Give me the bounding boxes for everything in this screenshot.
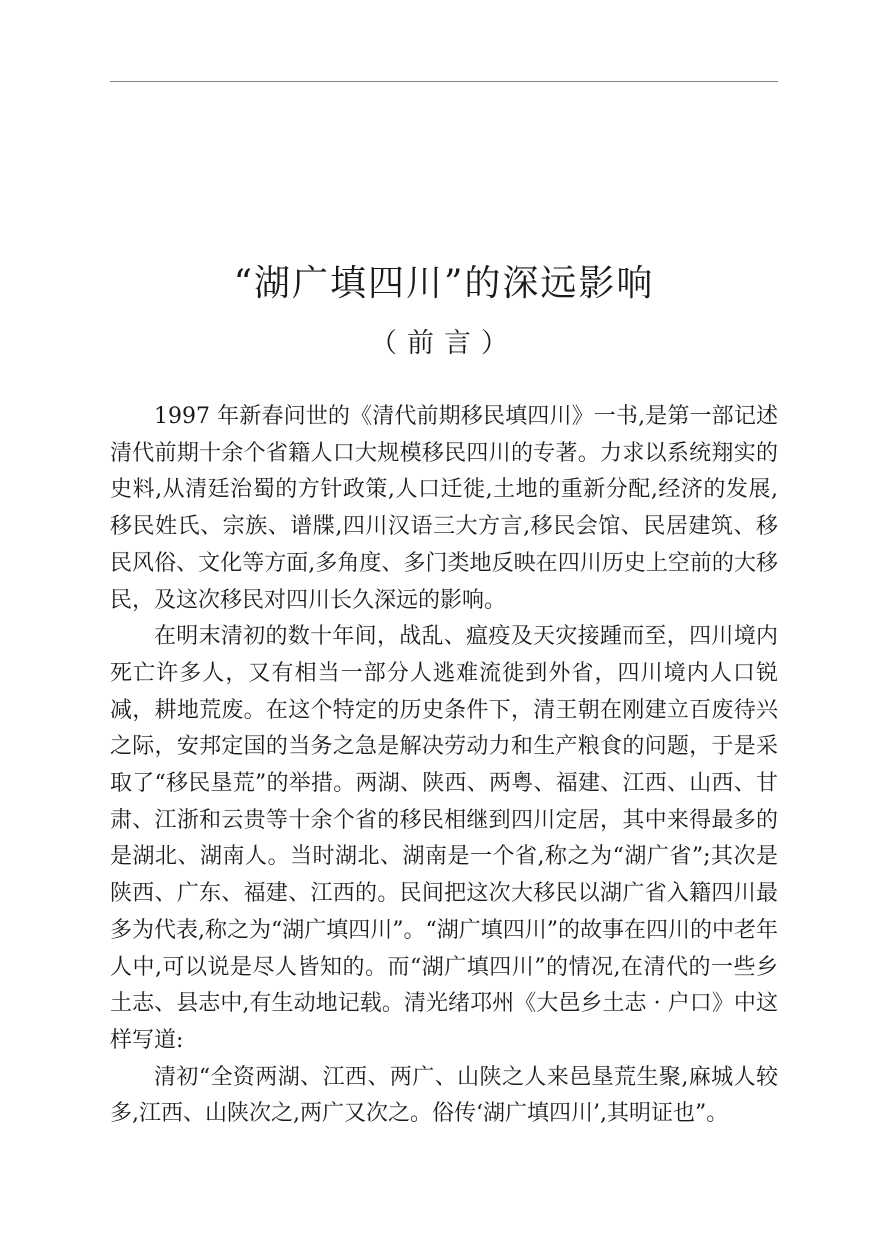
paragraph-2: 在明末清初的数十年间，战乱、瘟疫及天灾接踵而至，四川境内死亡许多人，又有相当一部分人逃难流徙到外省，四川境内人口锐减，耕地荒废。在这个特定的历史条件下，清王朝在刚建立百废待兴之际，安邦定国的当务之急是解决劳动力和生产粮食的问题，于是采取了“移民垦荒”的举措。两湖、陕西、两粤、福建、江西、山西、甘肃、江浙和云贵等十余个省的移民相继到四川定居，其中来得最多的是湖北、湖南人。当时湖北、湖南是一个省,称之为“湖广省”;其次是陕西、广东、福建、江西的。民间把这次大移民以湖广省入籍四川最多为代表,称之为“湖广填四川”。“湖广填四川”的故事在四川的中老年人中,可以说是尽人皆知的。而“湖广填四川”的情况,在清代的一些乡土志、县志中,有生动地记载。清光绪邛州《大邑乡土志 · 户口》中这样写道: bbox=[110, 624, 778, 1053]
paragraph-3: 清初“全资两湖、江西、两广、山陕之人来邑垦荒生聚,麻城人较多,江西、山陕次之,两广又次之。俗传‘湖广填四川’,其明证也”。 bbox=[110, 1064, 778, 1127]
body-text bbox=[110, 399, 778, 1133]
header-rule bbox=[110, 81, 778, 82]
paragraph-1: 1997 年新春问世的《清代前期移民填四川》一书,是第一部记述清代前期十余个省籍人口大规模移民四川的专著。力求以系统翔实的史料,从清廷治蜀的方针政策,人口迁徙,土地的重新分配,经济的发展,移民姓氏、宗族、谱牒,四川汉语三大方言,移民会馆、民居建筑、移民风俗、文化等方面,多角度、多门类地反映在四川历史上空前的大移民，及这次移民对四川长久深远的影响。 bbox=[110, 404, 778, 613]
page-subtitle: （前言） bbox=[370, 328, 518, 359]
page-title: “湖广填四川”的深远影响 bbox=[233, 263, 655, 304]
